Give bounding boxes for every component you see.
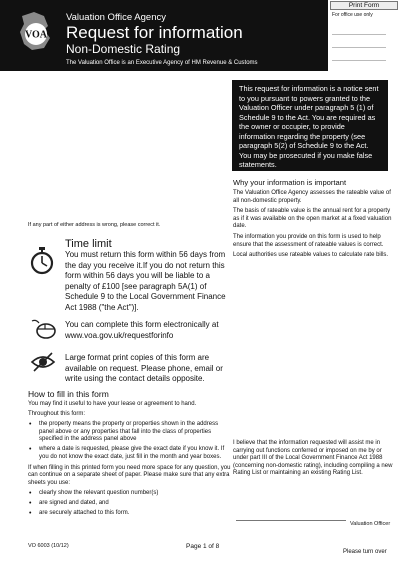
- definitions-list: [28, 421, 234, 461]
- why-important-section: [233, 190, 393, 263]
- extra-sheets-list: [28, 490, 234, 518]
- why-important-heading: Why your information is important: [233, 178, 347, 187]
- office-use-fields: [332, 22, 386, 61]
- logo-text: VOA: [24, 29, 48, 41]
- voa-logo-icon: [14, 10, 58, 54]
- signature-line: [236, 520, 346, 521]
- stopwatch-icon: [30, 247, 54, 275]
- why-paragraph: Local authorities use rateable values to calculate rate bills.: [233, 252, 389, 259]
- page-number: Page 1 of 8: [186, 543, 220, 550]
- office-use-line[interactable]: [332, 22, 386, 35]
- how-to-intro: You may find it useful to have your lease or agreement to hand.: [28, 401, 197, 407]
- address-correction-note: If any part of either address is wrong, please correct it.: [28, 222, 161, 228]
- agency-name: Valuation Office Agency: [66, 12, 166, 23]
- signature-label: Valuation Officer: [350, 521, 391, 527]
- executive-agency-line: The Valuation Office is an Executive Agency of HM Revenue & Customs: [66, 60, 258, 66]
- list-item: • where a date is requested, please give the exact date if you know it. If you do not know the exact date, just fill in the month and year boxes.: [28, 446, 234, 461]
- time-limit-heading: Time limit: [65, 238, 112, 250]
- address-panel: [28, 80, 224, 220]
- list-item: • are securely attached to this form.: [28, 510, 234, 518]
- page-title: Request for information: [66, 23, 243, 42]
- header-banner: [0, 0, 328, 71]
- computer-mouse-icon: [30, 319, 56, 339]
- office-use-line[interactable]: [332, 35, 386, 48]
- officer-declaration-text: I believe that the information requested will assist me in carrying out functions conferred or imposed on me by or under part III of the Local Government Finance Act 1988 (concerning non-domestic rating), including compiling a new Rating List or maintaining an existing Rating List.: [233, 440, 393, 477]
- how-to-fill-section: [28, 401, 234, 521]
- office-use-line[interactable]: [332, 48, 386, 61]
- why-paragraph: The information you provide on this form is used to help ensure that the assessment of rateable values is correct.: [233, 233, 384, 248]
- list-item: • are signed and dated, and: [28, 500, 234, 508]
- more-space-text: If when filling in this printed form you need more space for any question, you can continue on a separate sheet of paper. Please make sure that any extra sheets you use:: [28, 464, 231, 486]
- print-form-button[interactable]: Print Form: [330, 1, 398, 10]
- legal-notice-box: This request for information is a notice sent to you pursuant to powers granted to the Valuation Officer under paragraph 5 (1) of Schedule 9 to the Act. You are required as the owner or occupier, to provide information regarding the property (see paragraph 5(2) of Schedule 9 to the Act. You may be prosecuted if you make false statements.: [232, 80, 388, 171]
- turn-over-note: Please turn over: [343, 549, 387, 555]
- large-print-text: Large format print copies of this form are available on request. Please phone, email or write using the contact details opposite.: [65, 353, 223, 384]
- time-limit-text: You must return this form within 56 days from the day you receive it.If you do not return this form within 56 days you will be liable to a penalty of £100 [see paragraph 5A(1) of Schedule 9 to the Local Government Finance Act 1988 ("the Act")].: [65, 250, 226, 312]
- list-item: • clearly show the relevant question number(s): [28, 490, 234, 498]
- office-use-label: For office use only: [332, 12, 373, 18]
- how-to-intro: Throughout this form:: [28, 411, 86, 418]
- list-item: • the property means the property or properties shown in the address panel above or any properties that fall into the class of properties specified in the address panel above: [28, 421, 234, 444]
- why-paragraph: The basis of rateable value is the annual rent for a property as if it was available on the open market at a fixed valuation date.: [233, 208, 392, 230]
- form-reference: VO 6003 (10/12): [28, 543, 69, 549]
- online-completion-text: You can complete this form electronically at www.voa.gov.uk/requestforinfo: [65, 320, 219, 340]
- page-subtitle: Non-Domestic Rating: [66, 42, 181, 56]
- why-paragraph: The Valuation Office Agency assesses the rateable value of all non-domestic property.: [233, 190, 391, 204]
- large-print-eye-icon: [30, 351, 56, 373]
- how-to-fill-heading: How to fill in this form: [28, 389, 109, 399]
